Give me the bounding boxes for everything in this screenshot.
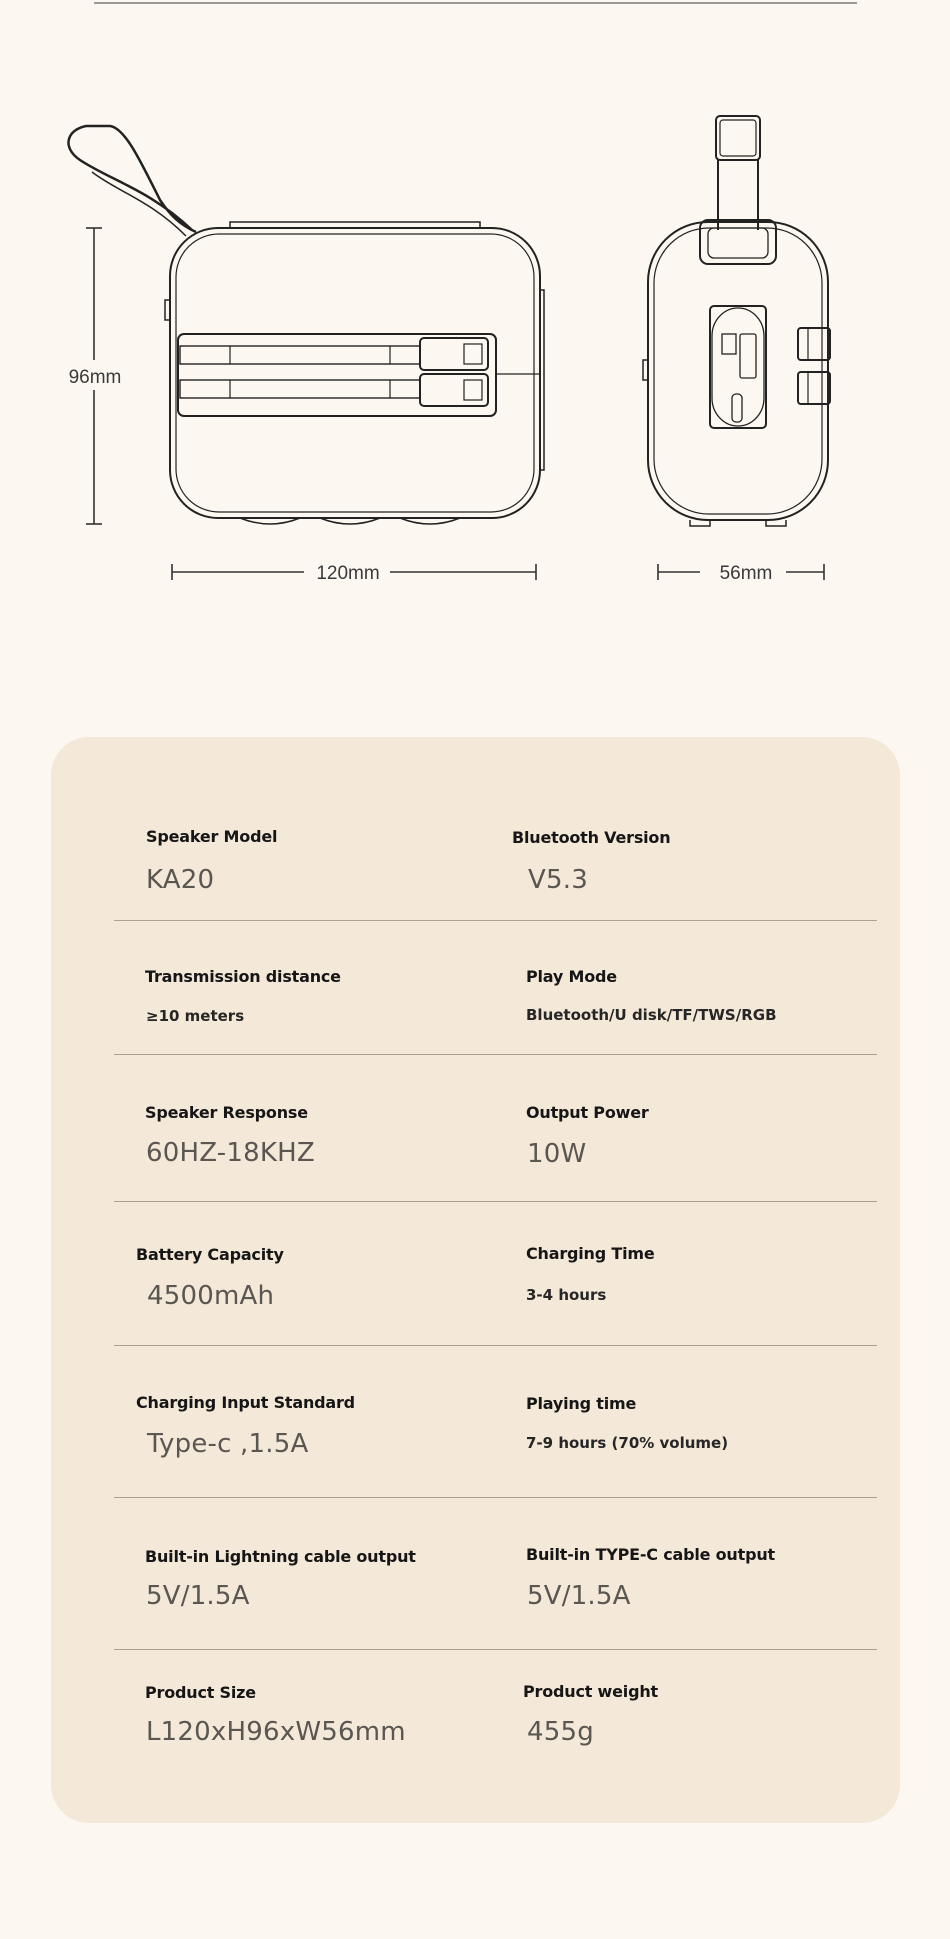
spec-value-output-power: 10W — [527, 1139, 587, 1169]
spec-value-speaker-response: 60HZ-18KHZ — [146, 1138, 315, 1168]
spec-label-playing-time: Playing time — [526, 1394, 637, 1413]
specifications-panel — [51, 737, 900, 1823]
spec-label-lightning-cable-output: Built-in Lightning cable output — [145, 1547, 416, 1566]
row-divider — [114, 1649, 877, 1650]
spec-label-bluetooth-version: Bluetooth Version — [512, 828, 671, 847]
row-divider — [114, 1054, 877, 1055]
spec-value-product-weight: 455g — [527, 1717, 594, 1747]
spec-label-output-power: Output Power — [526, 1103, 649, 1122]
spec-label-speaker-response: Speaker Response — [145, 1103, 308, 1122]
spec-value-playing-time: 7-9 hours (70% volume) — [526, 1434, 729, 1452]
spec-value-speaker-model: KA20 — [146, 865, 215, 895]
height-dimension-label: 96mm — [68, 367, 122, 388]
spec-label-charging-input-standard: Charging Input Standard — [136, 1393, 355, 1412]
spec-value-lightning-cable-output: 5V/1.5A — [146, 1581, 250, 1611]
spec-label-product-weight: Product weight — [523, 1682, 658, 1701]
spec-value-charging-input-standard: Type-c ,1.5A — [147, 1429, 309, 1459]
spec-label-type-c-cable-output: Built-in TYPE-C cable output — [526, 1545, 775, 1564]
length-dimension-label: 120mm — [316, 563, 380, 584]
spec-label-play-mode: Play Mode — [526, 967, 617, 986]
spec-label-battery-capacity: Battery Capacity — [136, 1245, 284, 1264]
spec-value-type-c-cable-output: 5V/1.5A — [527, 1581, 631, 1611]
side-view-drawing — [643, 116, 830, 526]
spec-value-battery-capacity: 4500mAh — [147, 1281, 275, 1311]
front-view-drawing — [69, 126, 544, 524]
spec-value-product-size: L120xH96xW56mm — [146, 1717, 406, 1747]
row-divider — [114, 1345, 877, 1346]
spec-value-play-mode: Bluetooth/U disk/TF/TWS/RGB — [526, 1006, 777, 1024]
spec-label-charging-time: Charging Time — [526, 1244, 655, 1263]
spec-value-bluetooth-version: V5.3 — [528, 865, 588, 895]
product-dimension-drawing — [0, 0, 950, 600]
row-divider — [114, 920, 877, 921]
spec-value-charging-time: 3-4 hours — [526, 1286, 607, 1304]
row-divider — [114, 1201, 877, 1202]
width-dimension-label: 56mm — [719, 563, 773, 584]
row-divider — [114, 1497, 877, 1498]
spec-label-product-size: Product Size — [145, 1683, 256, 1702]
spec-value-transmission-distance: ≥10 meters — [146, 1007, 245, 1025]
spec-label-transmission-distance: Transmission distance — [145, 967, 341, 986]
spec-label-speaker-model: Speaker Model — [146, 827, 278, 846]
